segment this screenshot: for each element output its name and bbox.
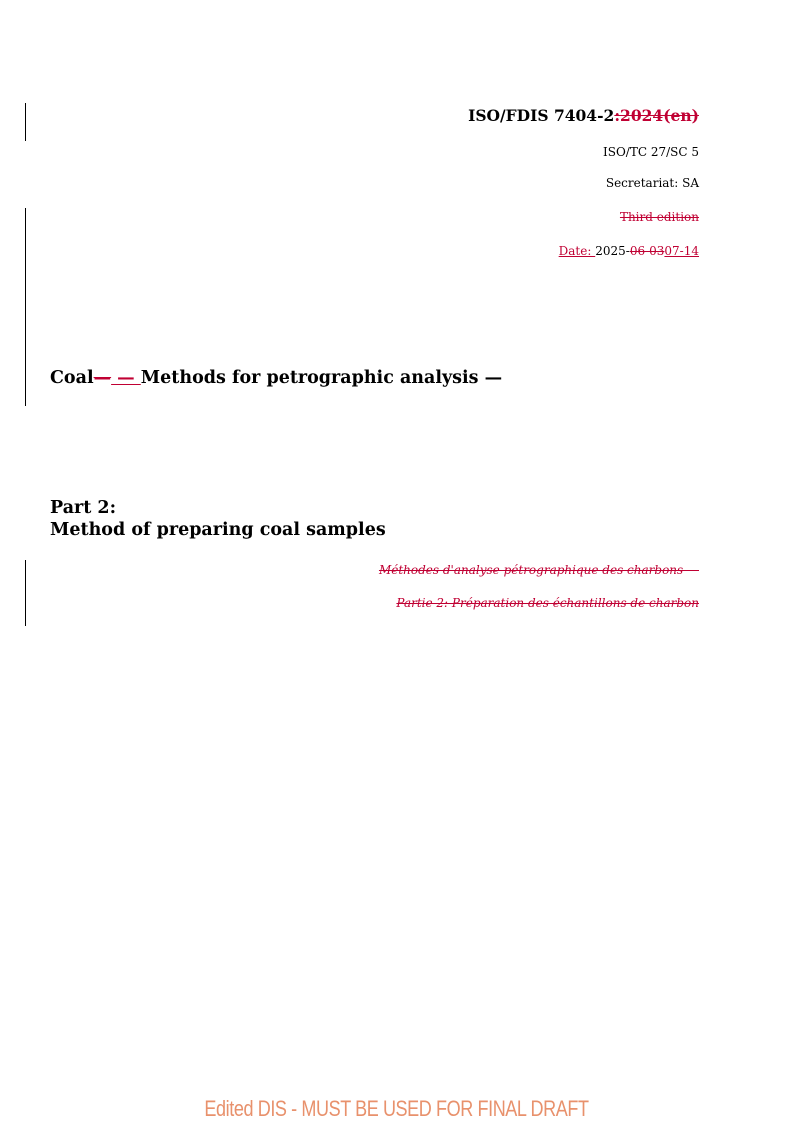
part-number: Part 2: — [50, 498, 117, 518]
title-dash-inserted: — — [111, 368, 141, 388]
document-id — [468, 106, 699, 125]
french-title-line-1: Méthodes d'analyse pétrographique des charbons — — [378, 563, 699, 577]
date-deleted: 06-03 — [629, 244, 665, 258]
committee: ISO/TC 27/SC 5 — [602, 145, 699, 159]
date-label-inserted: Date: — [558, 244, 596, 258]
change-bar-french — [25, 560, 26, 626]
secretariat: Secretariat: SA — [605, 176, 699, 190]
change-bar-header — [25, 103, 26, 141]
main-title — [50, 368, 502, 388]
change-bar-title — [25, 208, 26, 406]
date-year: 2025- — [595, 244, 630, 258]
edition-deleted: Third edition — [619, 210, 699, 224]
part-name: Method of preparing coal samples — [50, 520, 386, 540]
document-id-deleted: :2024(en) — [614, 106, 699, 125]
title-text: Methods for petrographic analysis — — [140, 368, 503, 388]
date-line — [559, 244, 699, 258]
document-id-base: ISO/FDIS 7404-2 — [468, 106, 615, 125]
french-title-line-2: Partie 2: Préparation des échantillons de charbon — [396, 596, 699, 610]
title-dash-deleted: — — [93, 368, 112, 388]
watermark: Edited DIS - MUST BE USED FOR FINAL DRAFT — [204, 1096, 589, 1121]
part-title — [50, 497, 386, 541]
title-word: Coal — [50, 368, 94, 388]
date-inserted: 07-14 — [664, 244, 699, 258]
